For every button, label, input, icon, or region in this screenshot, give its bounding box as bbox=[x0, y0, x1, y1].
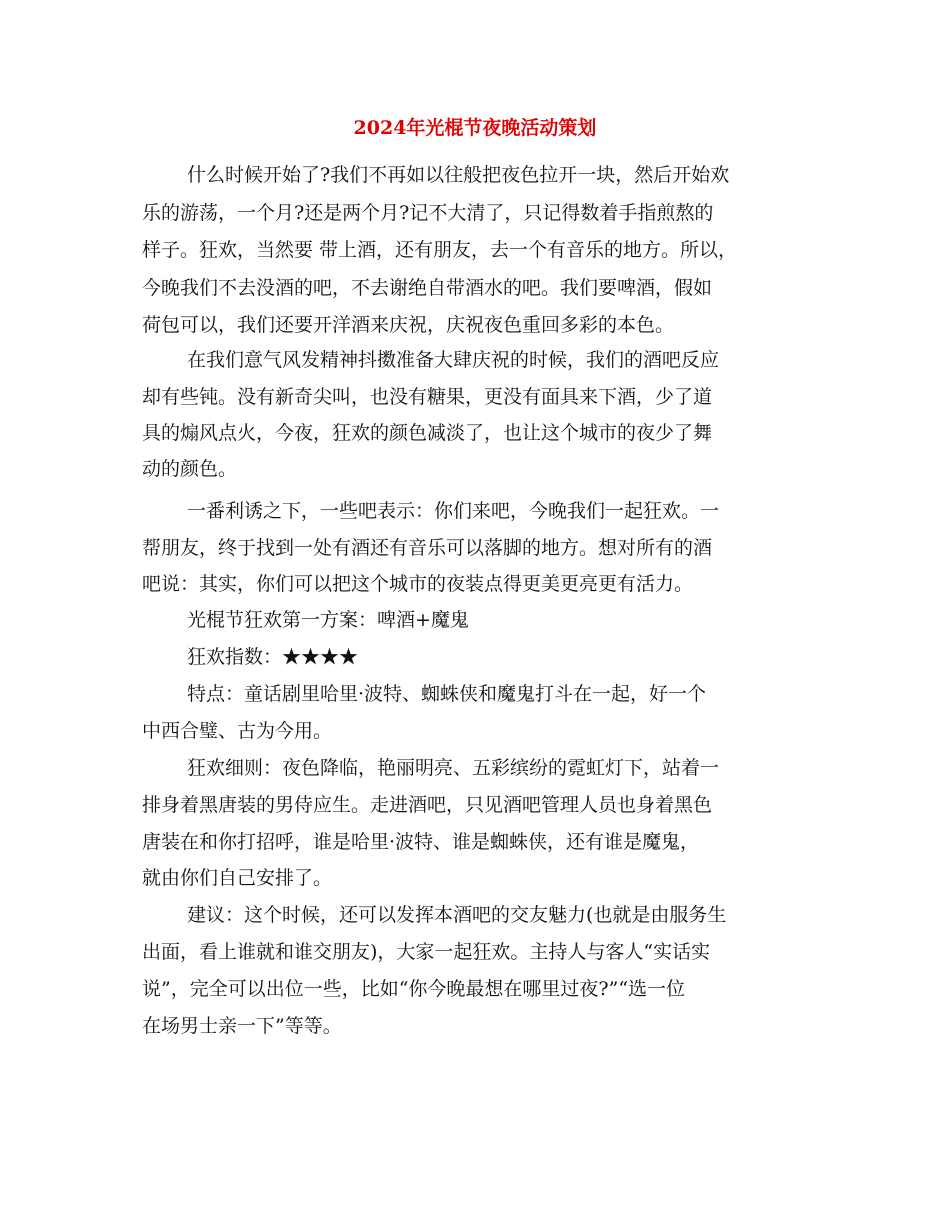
paragraph-line: 吧说：其实，你们可以把这个城市的夜装点得更美更亮更有活力。 bbox=[142, 573, 694, 595]
paragraph-line: 什么时候开始了?我们不再如以往般把夜色拉开一块，然后开始欢 bbox=[187, 164, 730, 186]
paragraph-line: 在我们意气风发精神抖擞准备大肆庆祝的时候，我们的酒吧反应 bbox=[187, 349, 720, 371]
paragraph-line: 乐的游荡，一个月?还是两个月?记不大清了，只记得数着手指煎熬的 bbox=[142, 202, 714, 224]
paragraph-line: 出面，看上谁就和谁交朋友)，大家一起狂欢。主持人与客人“实话实 bbox=[142, 941, 711, 963]
paragraph-line: 建议：这个时候，还可以发挥本酒吧的交友魅力(也就是由服务生 bbox=[187, 904, 727, 926]
paragraph-line: 狂欢细则：夜色降临，艳丽明亮、五彩缤纷的霓虹灯下，站着一 bbox=[187, 757, 720, 779]
paragraph-line: 特点：童话剧里哈里·波特、蜘蛛侠和魔鬼打斗在一起，好一个 bbox=[187, 683, 707, 705]
paragraph-line: 却有些钝。没有新奇尖叫，也没有糖果，更没有面具来下酒，少了道 bbox=[142, 386, 713, 408]
paragraph-line: 狂欢指数：★★★★ bbox=[187, 646, 359, 668]
document-title: 2024年光棍节夜晚活动策划 bbox=[353, 117, 597, 139]
paragraph-line: 唐装在和你打招呼，谁是哈里·波特、谁是蜘蛛侠，还有谁是魔鬼， bbox=[142, 831, 700, 853]
paragraph-line: 在场男士亲一下”等等。 bbox=[142, 1015, 342, 1037]
paragraph-line: 就由你们自己安排了。 bbox=[142, 867, 333, 889]
paragraph-line: 动的颜色。 bbox=[142, 458, 238, 480]
paragraph-line: 今晚我们不去没酒的吧，不去谢绝自带酒水的吧。我们要啤酒，假如 bbox=[142, 277, 713, 299]
paragraph-line: 样子。狂欢，当然要 带上酒，还有朋友，去一个有音乐的地方。所以， bbox=[142, 239, 738, 261]
paragraph-line: 排身着黑唐装的男侍应生。走进酒吧，只见酒吧管理人员也身着黑色 bbox=[142, 794, 713, 816]
paragraph-line: 说”，完全可以出位一些，比如“你今晚最想在哪里过夜?”“选一位 bbox=[142, 978, 686, 1000]
paragraph-line: 帮朋友，终于找到一处有酒还有音乐可以落脚的地方。想对所有的酒 bbox=[142, 537, 713, 559]
paragraph-line: 光棍节狂欢第一方案：啤酒+魔鬼 bbox=[187, 609, 469, 631]
paragraph-line: 中西合璧、古为今用。 bbox=[142, 720, 333, 742]
paragraph-line: 一番利诱之下，一些吧表示：你们来吧，今晚我们一起狂欢。一 bbox=[187, 500, 720, 522]
paragraph-line: 荷包可以，我们还要开洋酒来庆祝，庆祝夜色重回多彩的本色。 bbox=[142, 314, 675, 336]
paragraph-line: 具的煽风点火，今夜，狂欢的颜色减淡了，也让这个城市的夜少了舞 bbox=[142, 422, 713, 444]
